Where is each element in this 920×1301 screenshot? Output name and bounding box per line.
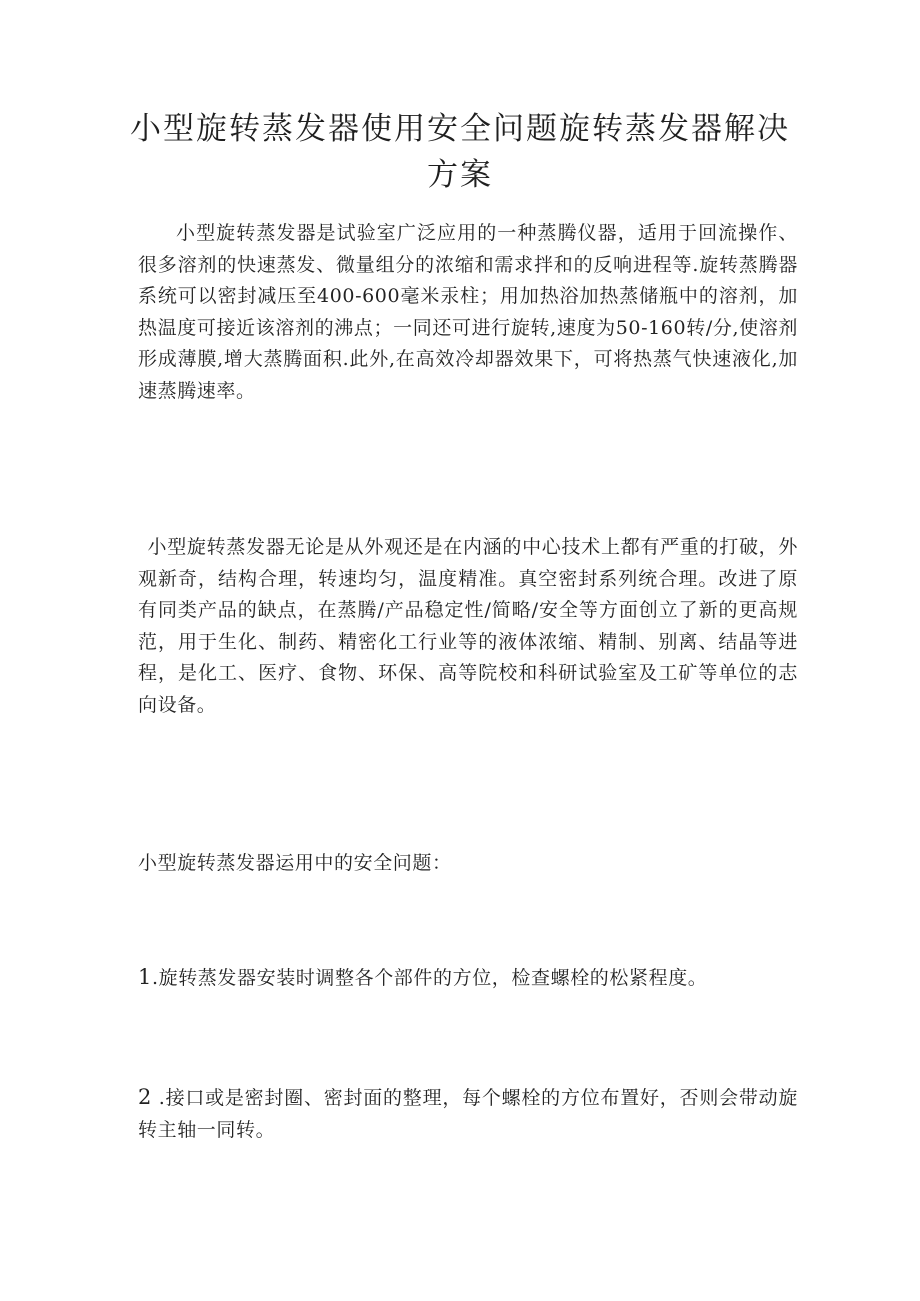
list-item-number: 1 — [138, 965, 152, 989]
list-item — [138, 1082, 798, 1146]
safety-heading: 小型旋转蒸发器运用中的安全问题： — [138, 852, 452, 874]
list-item-number: 2 — [138, 1085, 152, 1109]
features-paragraph: 小型旋转蒸发器无论是从外观还是在内涵的中心技术上都有严重的打破，外观新奇，结构合理，转速均匀，温度精准。真空密封系列统合理。改进了原有同类产品的缺点，在蒸腾/产品稳定性/简略/安全等方面创立了新的更高规范，用于生化、制药、精密化工行业等的液体浓缩、精制、别离、结晶等进程，是化工、医疗、食物、环保、高等院校和科研试验室及工矿等单位的志向设备。 — [138, 536, 798, 716]
list-item — [138, 962, 798, 995]
intro-paragraph: 小型旋转蒸发器是试验室广泛应用的一种蒸腾仪器，适用于回流操作、很多溶剂的快速蒸发、微量组分的浓缩和需求拌和的反响进程等.旋转蒸腾器系统可以密封减压至400-600毫米汞柱；用加热浴加热蒸储瓶中的溶剂，加热温度可接近该溶剂的沸点；一同还可进行旋转,速度为50-160转/分,使溶剂形成薄膜,增大蒸腾面积.此外,在高效冷却器效果下，可将热蒸气快速液化,加速蒸腾速率。 — [138, 222, 798, 402]
document-title: 小型旋转蒸发器使用安全问题旋转蒸发器解决方案 — [130, 111, 790, 193]
list-item-text: .接口或是密封圈、密封面的整理，每个螺栓的方位布置好，否则会带动旋转主轴一同转。 — [138, 1087, 798, 1141]
list-item-text: .旋转蒸发器安装时调整各个部件的方位，检查螺栓的松紧程度。 — [151, 967, 708, 989]
